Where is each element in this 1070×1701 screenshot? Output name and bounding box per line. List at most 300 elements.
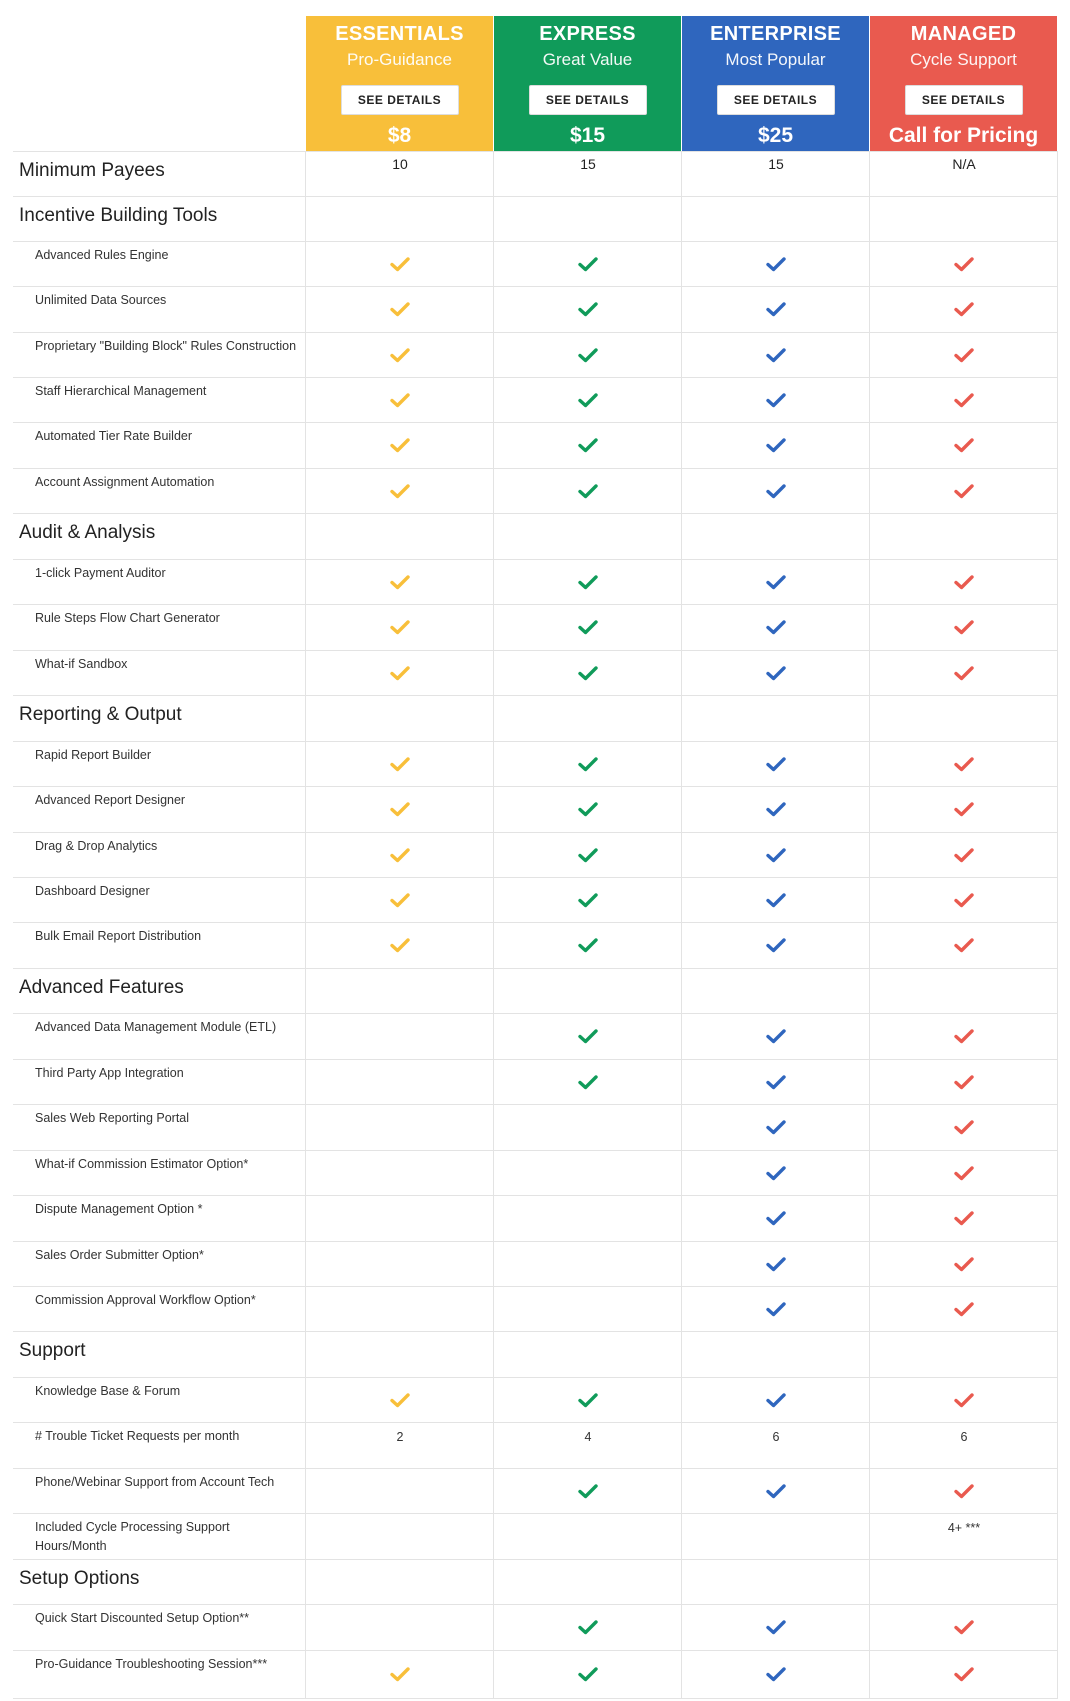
check-icon bbox=[578, 756, 598, 772]
plan-price: Call for Pricing bbox=[888, 124, 1039, 147]
check-icon bbox=[578, 619, 598, 635]
cell-managed bbox=[870, 1028, 1058, 1049]
row-divider bbox=[13, 1559, 1058, 1560]
plan-name: EXPRESS bbox=[539, 23, 636, 45]
check-icon bbox=[954, 1074, 974, 1090]
cell-express bbox=[494, 847, 682, 868]
row-divider bbox=[13, 1013, 1058, 1014]
section-row bbox=[0, 1331, 1070, 1377]
check-icon bbox=[578, 347, 598, 363]
cell-enterprise bbox=[682, 1074, 870, 1095]
check-icon bbox=[954, 1256, 974, 1272]
row-divider bbox=[13, 1059, 1058, 1060]
check-icon bbox=[766, 1165, 786, 1181]
section-row bbox=[0, 513, 1070, 559]
check-icon bbox=[766, 483, 786, 499]
cell-express bbox=[494, 347, 682, 368]
check-icon bbox=[390, 892, 410, 908]
check-icon bbox=[766, 574, 786, 590]
cell-managed bbox=[870, 756, 1058, 777]
check-icon bbox=[954, 392, 974, 408]
row-divider bbox=[13, 468, 1058, 469]
feature-label: # Trouble Ticket Requests per month bbox=[35, 1429, 240, 1443]
cell-enterprise bbox=[682, 801, 870, 822]
check-icon bbox=[578, 801, 598, 817]
cell-managed bbox=[870, 847, 1058, 868]
row-divider bbox=[13, 968, 1058, 969]
cell-essentials bbox=[306, 483, 494, 504]
feature-label: Advanced Report Designer bbox=[35, 793, 186, 807]
feature-label: Staff Hierarchical Management bbox=[35, 384, 207, 398]
feature-row bbox=[0, 377, 1070, 422]
cell-essentials: 10 bbox=[392, 156, 408, 172]
section-heading: Minimum Payees bbox=[19, 160, 165, 181]
feature-label: What-if Commission Estimator Option* bbox=[35, 1157, 249, 1171]
row-divider bbox=[13, 196, 1058, 197]
check-icon bbox=[954, 301, 974, 317]
cell-enterprise bbox=[682, 1392, 870, 1413]
check-icon bbox=[954, 437, 974, 453]
section-heading: Setup Options bbox=[19, 1568, 140, 1589]
cell-enterprise bbox=[682, 1619, 870, 1640]
check-icon bbox=[954, 892, 974, 908]
cell-managed bbox=[870, 1666, 1058, 1687]
feature-row bbox=[0, 1604, 1070, 1650]
section-heading: Incentive Building Tools bbox=[19, 205, 218, 226]
cell-enterprise bbox=[682, 892, 870, 913]
cell-enterprise bbox=[682, 347, 870, 368]
plan-tagline: Most Popular bbox=[725, 50, 826, 69]
cell-managed bbox=[870, 347, 1058, 368]
check-icon bbox=[390, 619, 410, 635]
cell-managed bbox=[870, 1392, 1058, 1413]
row-divider bbox=[13, 1241, 1058, 1242]
check-icon bbox=[766, 1619, 786, 1635]
check-icon bbox=[766, 301, 786, 317]
check-icon bbox=[954, 347, 974, 363]
row-divider bbox=[13, 786, 1058, 787]
cell-express bbox=[494, 256, 682, 277]
check-icon bbox=[390, 256, 410, 272]
cell-essentials bbox=[306, 301, 494, 322]
cell-essentials bbox=[306, 892, 494, 913]
check-icon bbox=[766, 1028, 786, 1044]
check-icon bbox=[578, 301, 598, 317]
cell-enterprise bbox=[682, 1028, 870, 1049]
row-divider bbox=[13, 650, 1058, 651]
cell-express: 4 bbox=[584, 1430, 592, 1444]
cell-enterprise bbox=[682, 1119, 870, 1140]
feature-label: Advanced Data Management Module (ETL) bbox=[35, 1020, 277, 1034]
cell-express bbox=[494, 756, 682, 777]
check-icon bbox=[954, 1210, 974, 1226]
section-row bbox=[0, 196, 1070, 241]
check-icon bbox=[766, 1256, 786, 1272]
check-icon bbox=[578, 437, 598, 453]
row-divider bbox=[13, 377, 1058, 378]
feature-label: 1-click Payment Auditor bbox=[35, 566, 166, 580]
check-icon bbox=[578, 483, 598, 499]
check-icon bbox=[390, 847, 410, 863]
see-details-button-essentials[interactable]: SEE DETAILS bbox=[341, 85, 459, 115]
row-divider bbox=[13, 332, 1058, 333]
cell-essentials bbox=[306, 756, 494, 777]
check-icon bbox=[954, 1619, 974, 1635]
cell-express bbox=[494, 301, 682, 322]
check-icon bbox=[766, 801, 786, 817]
feature-row bbox=[0, 1104, 1070, 1150]
cell-essentials bbox=[306, 392, 494, 413]
row-divider bbox=[13, 1650, 1058, 1651]
cell-essentials bbox=[306, 619, 494, 640]
feature-label: Included Cycle Processing Support Hours/Month bbox=[35, 1520, 230, 1553]
cell-enterprise bbox=[682, 1210, 870, 1231]
check-icon bbox=[766, 1210, 786, 1226]
cell-managed bbox=[870, 1483, 1058, 1504]
plan-tagline: Pro-Guidance bbox=[347, 50, 452, 69]
cell-express bbox=[494, 392, 682, 413]
cell-express bbox=[494, 1028, 682, 1049]
row-divider bbox=[13, 1104, 1058, 1105]
cell-essentials bbox=[306, 1666, 494, 1687]
feature-row bbox=[0, 1013, 1070, 1059]
cell-essentials bbox=[306, 574, 494, 595]
check-icon bbox=[766, 1074, 786, 1090]
check-icon bbox=[954, 1165, 974, 1181]
check-icon bbox=[390, 756, 410, 772]
feature-label: Rapid Report Builder bbox=[35, 748, 152, 762]
row-divider bbox=[13, 559, 1058, 560]
check-icon bbox=[578, 1028, 598, 1044]
cell-express bbox=[494, 483, 682, 504]
check-icon bbox=[578, 1666, 598, 1682]
section-row bbox=[0, 151, 1070, 196]
plan-price: $8 bbox=[387, 124, 412, 147]
row-divider bbox=[13, 1513, 1058, 1514]
plan-tagline: Great Value bbox=[542, 50, 633, 69]
feature-label: Knowledge Base & Forum bbox=[35, 1384, 181, 1398]
feature-row bbox=[0, 1286, 1070, 1331]
cell-express bbox=[494, 1666, 682, 1687]
feature-label: Quick Start Discounted Setup Option** bbox=[35, 1611, 250, 1625]
cell-managed bbox=[870, 665, 1058, 686]
cell-managed bbox=[870, 619, 1058, 640]
cell-essentials bbox=[306, 256, 494, 277]
cell-essentials bbox=[306, 1392, 494, 1413]
feature-label: Automated Tier Rate Builder bbox=[35, 429, 193, 443]
cell-enterprise bbox=[682, 574, 870, 595]
section-heading: Support bbox=[19, 1340, 86, 1361]
feature-label: What-if Sandbox bbox=[35, 657, 128, 671]
cell-managed bbox=[870, 1619, 1058, 1640]
check-icon bbox=[578, 1074, 598, 1090]
cell-enterprise bbox=[682, 1165, 870, 1186]
check-icon bbox=[766, 665, 786, 681]
check-icon bbox=[766, 937, 786, 953]
feature-row bbox=[0, 877, 1070, 922]
check-icon bbox=[954, 1119, 974, 1135]
row-divider bbox=[13, 1195, 1058, 1196]
feature-row bbox=[0, 422, 1070, 468]
row-divider bbox=[13, 1468, 1058, 1469]
row-divider bbox=[13, 832, 1058, 833]
cell-express bbox=[494, 892, 682, 913]
row-divider bbox=[13, 1698, 1058, 1699]
row-divider bbox=[13, 241, 1058, 242]
check-icon bbox=[954, 937, 974, 953]
feature-row bbox=[0, 1150, 1070, 1195]
check-icon bbox=[766, 347, 786, 363]
cell-express bbox=[494, 665, 682, 686]
section-row bbox=[0, 695, 1070, 741]
check-icon bbox=[390, 392, 410, 408]
feature-row bbox=[0, 1377, 1070, 1422]
cell-enterprise bbox=[682, 1666, 870, 1687]
row-divider bbox=[13, 1286, 1058, 1287]
row-divider bbox=[13, 1377, 1058, 1378]
check-icon bbox=[954, 483, 974, 499]
feature-row bbox=[0, 468, 1070, 513]
cell-enterprise bbox=[682, 756, 870, 777]
feature-row bbox=[0, 241, 1070, 286]
section-row bbox=[0, 968, 1070, 1013]
plan-header-enterprise bbox=[682, 16, 869, 151]
feature-label: Bulk Email Report Distribution bbox=[35, 929, 202, 943]
feature-row bbox=[0, 1195, 1070, 1241]
cell-essentials: 2 bbox=[396, 1430, 404, 1444]
cell-enterprise bbox=[682, 665, 870, 686]
cell-essentials bbox=[306, 847, 494, 868]
feature-label: Dispute Management Option * bbox=[35, 1202, 203, 1216]
check-icon bbox=[578, 937, 598, 953]
feature-label: Pro-Guidance Troubleshooting Session*** bbox=[35, 1657, 268, 1671]
feature-label: Proprietary "Building Block" Rules Construction bbox=[35, 339, 297, 353]
cell-managed bbox=[870, 801, 1058, 822]
feature-row bbox=[0, 286, 1070, 332]
cell-express bbox=[494, 1619, 682, 1640]
check-icon bbox=[766, 756, 786, 772]
feature-label: Unlimited Data Sources bbox=[35, 293, 167, 307]
check-icon bbox=[578, 574, 598, 590]
check-icon bbox=[578, 1392, 598, 1408]
section-heading: Advanced Features bbox=[19, 977, 184, 998]
row-divider bbox=[13, 1604, 1058, 1605]
check-icon bbox=[766, 619, 786, 635]
cell-express bbox=[494, 1074, 682, 1095]
feature-row bbox=[0, 1241, 1070, 1286]
cell-enterprise: 6 bbox=[772, 1430, 780, 1444]
plan-name: ESSENTIALS bbox=[335, 23, 464, 45]
cell-enterprise bbox=[682, 1256, 870, 1277]
feature-row bbox=[0, 741, 1070, 786]
check-icon bbox=[390, 301, 410, 317]
cell-express bbox=[494, 619, 682, 640]
feature-label: Phone/Webinar Support from Account Tech bbox=[35, 1475, 275, 1489]
check-icon bbox=[954, 756, 974, 772]
cell-express bbox=[494, 1483, 682, 1504]
check-icon bbox=[766, 892, 786, 908]
cell-managed bbox=[870, 301, 1058, 322]
check-icon bbox=[954, 1028, 974, 1044]
check-icon bbox=[954, 1666, 974, 1682]
see-details-button-enterprise[interactable]: SEE DETAILS bbox=[717, 85, 835, 115]
cell-managed bbox=[870, 574, 1058, 595]
cell-managed bbox=[870, 437, 1058, 458]
section-row bbox=[0, 1559, 1070, 1604]
cell-express bbox=[494, 937, 682, 958]
check-icon bbox=[578, 1483, 598, 1499]
feature-row bbox=[0, 1513, 1070, 1559]
check-icon bbox=[954, 574, 974, 590]
check-icon bbox=[766, 847, 786, 863]
check-icon bbox=[578, 847, 598, 863]
cell-managed bbox=[870, 1210, 1058, 1231]
check-icon bbox=[766, 1666, 786, 1682]
feature-row bbox=[0, 786, 1070, 832]
check-icon bbox=[578, 892, 598, 908]
check-icon bbox=[578, 665, 598, 681]
check-icon bbox=[390, 347, 410, 363]
row-divider bbox=[13, 513, 1058, 514]
check-icon bbox=[766, 1483, 786, 1499]
cell-managed: 4+ *** bbox=[947, 1521, 981, 1535]
plan-tagline: Cycle Support bbox=[910, 50, 1017, 69]
check-icon bbox=[766, 256, 786, 272]
cell-express: 15 bbox=[580, 156, 596, 172]
check-icon bbox=[954, 256, 974, 272]
cell-express bbox=[494, 437, 682, 458]
cell-managed: 6 bbox=[960, 1430, 968, 1444]
check-icon bbox=[766, 392, 786, 408]
check-icon bbox=[390, 665, 410, 681]
see-details-button-express[interactable]: SEE DETAILS bbox=[529, 85, 647, 115]
cell-enterprise bbox=[682, 392, 870, 413]
plan-name: MANAGED bbox=[910, 23, 1017, 45]
cell-enterprise bbox=[682, 1301, 870, 1322]
row-divider bbox=[13, 741, 1058, 742]
check-icon bbox=[390, 801, 410, 817]
feature-row bbox=[0, 922, 1070, 968]
cell-enterprise bbox=[682, 847, 870, 868]
feature-label: Account Assignment Automation bbox=[35, 475, 215, 489]
feature-label: Dashboard Designer bbox=[35, 884, 150, 898]
cell-essentials bbox=[306, 937, 494, 958]
row-divider bbox=[13, 1150, 1058, 1151]
plan-header-express bbox=[494, 16, 681, 151]
check-icon bbox=[390, 574, 410, 590]
check-icon bbox=[578, 256, 598, 272]
feature-row bbox=[0, 559, 1070, 604]
cell-managed bbox=[870, 1119, 1058, 1140]
check-icon bbox=[954, 665, 974, 681]
row-divider bbox=[13, 877, 1058, 878]
feature-label: Sales Web Reporting Portal bbox=[35, 1111, 190, 1125]
check-icon bbox=[954, 619, 974, 635]
cell-express bbox=[494, 1392, 682, 1413]
cell-managed bbox=[870, 1256, 1058, 1277]
row-divider bbox=[13, 151, 1058, 152]
cell-managed bbox=[870, 1301, 1058, 1322]
cell-essentials bbox=[306, 665, 494, 686]
cell-managed bbox=[870, 392, 1058, 413]
cell-enterprise bbox=[682, 483, 870, 504]
check-icon bbox=[766, 1301, 786, 1317]
cell-enterprise bbox=[682, 301, 870, 322]
check-icon bbox=[954, 1301, 974, 1317]
cell-enterprise bbox=[682, 619, 870, 640]
row-divider bbox=[13, 922, 1058, 923]
check-icon bbox=[766, 1392, 786, 1408]
row-divider bbox=[13, 422, 1058, 423]
cell-managed bbox=[870, 892, 1058, 913]
feature-label: Sales Order Submitter Option* bbox=[35, 1248, 204, 1262]
section-heading: Audit & Analysis bbox=[19, 522, 156, 543]
feature-label: Commission Approval Workflow Option* bbox=[35, 1293, 256, 1307]
row-divider bbox=[13, 695, 1058, 696]
check-icon bbox=[578, 1619, 598, 1635]
feature-row bbox=[0, 1650, 1070, 1698]
feature-row bbox=[0, 650, 1070, 695]
feature-row bbox=[0, 1422, 1070, 1468]
row-divider bbox=[13, 604, 1058, 605]
plan-header-managed bbox=[870, 16, 1057, 151]
check-icon bbox=[954, 801, 974, 817]
check-icon bbox=[390, 1666, 410, 1682]
feature-label: Rule Steps Flow Chart Generator bbox=[35, 611, 220, 625]
see-details-button-managed[interactable]: SEE DETAILS bbox=[905, 85, 1023, 115]
check-icon bbox=[954, 1392, 974, 1408]
cell-managed: N/A bbox=[952, 156, 976, 172]
plan-name: ENTERPRISE bbox=[710, 23, 841, 45]
check-icon bbox=[954, 847, 974, 863]
plan-header-essentials bbox=[306, 16, 493, 151]
cell-express bbox=[494, 801, 682, 822]
feature-row bbox=[0, 332, 1070, 377]
cell-express bbox=[494, 574, 682, 595]
cell-enterprise bbox=[682, 437, 870, 458]
feature-row bbox=[0, 1059, 1070, 1104]
row-divider bbox=[13, 286, 1058, 287]
feature-row bbox=[0, 604, 1070, 650]
row-divider bbox=[13, 1331, 1058, 1332]
cell-managed bbox=[870, 1074, 1058, 1095]
cell-enterprise bbox=[682, 256, 870, 277]
cell-managed bbox=[870, 256, 1058, 277]
cell-managed bbox=[870, 483, 1058, 504]
cell-enterprise bbox=[682, 1483, 870, 1504]
check-icon bbox=[766, 437, 786, 453]
cell-essentials bbox=[306, 801, 494, 822]
check-icon bbox=[578, 392, 598, 408]
row-divider bbox=[13, 1422, 1058, 1423]
cell-essentials bbox=[306, 437, 494, 458]
check-icon bbox=[954, 1483, 974, 1499]
feature-label: Drag & Drop Analytics bbox=[35, 839, 158, 853]
check-icon bbox=[766, 1119, 786, 1135]
check-icon bbox=[390, 937, 410, 953]
cell-managed bbox=[870, 1165, 1058, 1186]
plan-price: $25 bbox=[757, 124, 794, 147]
check-icon bbox=[390, 483, 410, 499]
cell-enterprise bbox=[682, 937, 870, 958]
plan-price: $15 bbox=[569, 124, 606, 147]
section-heading: Reporting & Output bbox=[19, 704, 182, 725]
check-icon bbox=[390, 437, 410, 453]
feature-label: Advanced Rules Engine bbox=[35, 248, 169, 262]
feature-label: Third Party App Integration bbox=[35, 1066, 184, 1080]
cell-managed bbox=[870, 937, 1058, 958]
feature-row bbox=[0, 832, 1070, 877]
